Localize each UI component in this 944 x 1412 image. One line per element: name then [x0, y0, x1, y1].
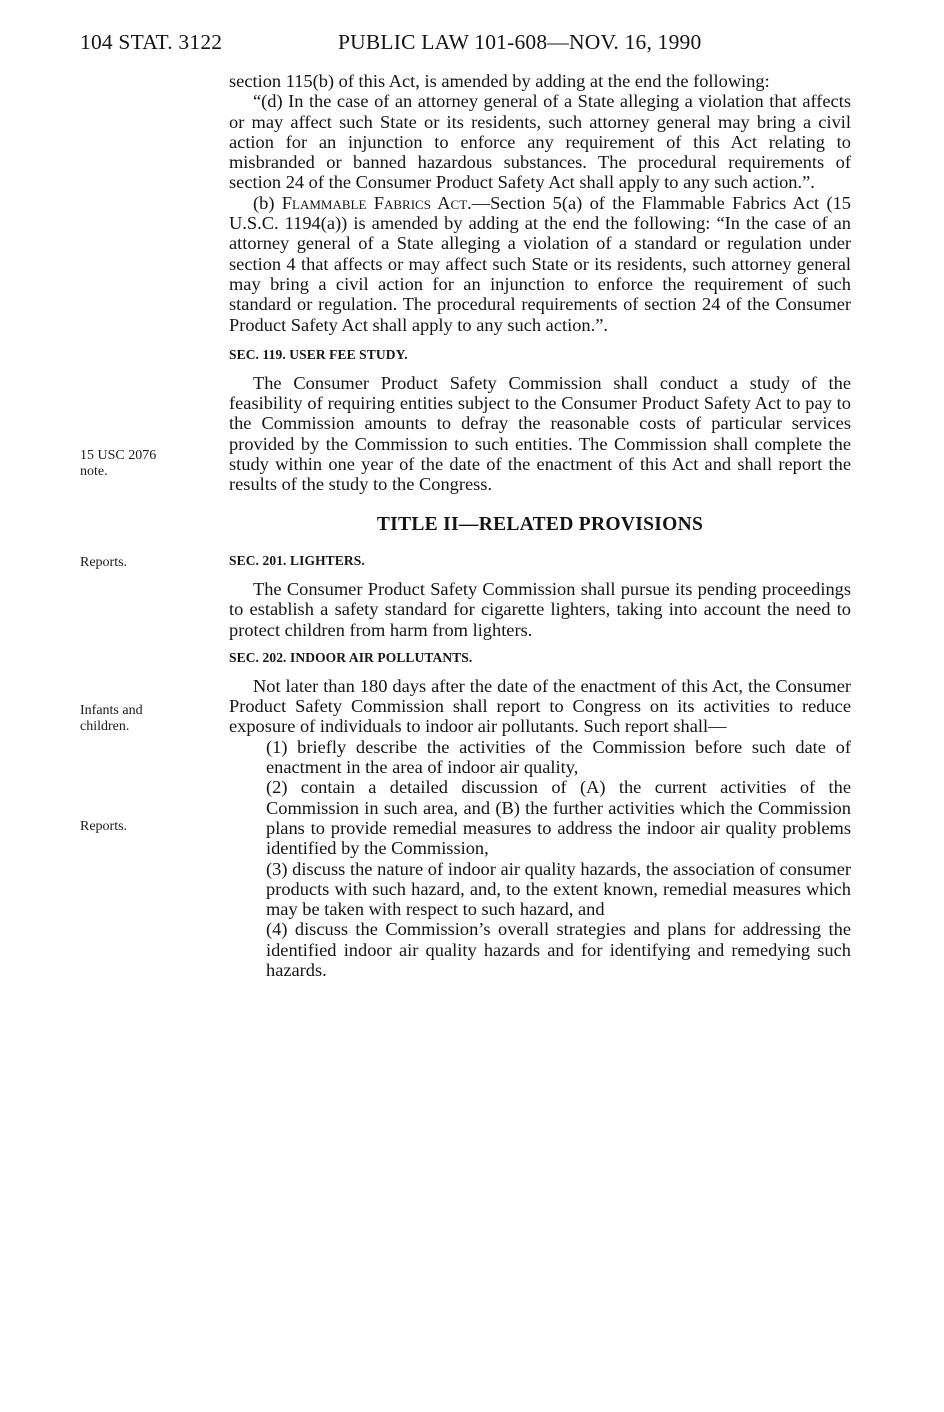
paragraph-subsection-d: “(d) In the case of an attorney general of a State alleging a violation that affects or may affect such State or its residents, such attorney general may bring a civil action for an injunction to enforce any requirement of this Act relating to misbranded or banned hazardous substances. The procedural requirements of section 24 of the Consumer Product Safety Act shall apply to any such action.”. — [229, 91, 851, 193]
list-item: (2) contain a detailed discussion of (A) the current activities of the Commission in such area, and (B) the further activities which the Commission plans to provide remedial measures to address the indoor air quality problems identified by the Commission, — [266, 777, 851, 859]
margin-note-reports: Reports. — [80, 555, 128, 570]
margin-note-infants — [80, 703, 143, 735]
flammable-fabrics-text: —Section 5(a) of the Flammable Fabrics Act (15 U.S.C. 1194(a)) is amended by adding at the end the following: “In the case of an attorney general of a State alleging a violation of a standard or regulation under section 4 that affects or may affect such State or its residents, such attorney general may bring a civil action for an injunction to enforce the requirement of such standard or regulation. The procedural requirements of section 24 of the Consumer Product Safety Act shall apply to any such action.”. — [229, 192, 851, 335]
margin-note-usc-line1: 15 USC 2076 — [80, 448, 157, 463]
page-number: 104 STAT. 3122 — [80, 30, 223, 54]
paragraph-user-fee-study: The Consumer Product Safety Commission shall conduct a study of the feasibility of requiring entities subject to the Consumer Product Safety Act to pay to the Commission amounts to defray the reasonable costs of particular services provided by the Commission to such entities. The Commission shall complete the study within one year of the date of the enactment of this Act and shall report the results of the study to the Congress. — [229, 372, 851, 495]
margin-note-infants-line2: children. — [80, 719, 130, 734]
section-202-heading: SEC. 202. INDOOR AIR POLLUTANTS. — [229, 649, 473, 665]
list-item: (3) discuss the nature of indoor air quality hazards, the association of consumer products with such hazard, and, to the extent known, remedial measures which may be taken with respect to such hazard, and — [266, 858, 851, 920]
list-item: (4) discuss the Commission’s overall strategies and plans for addressing the identified indoor air quality hazards and for identifying and remedying such hazards. — [266, 919, 851, 980]
section-119-heading: SEC. 119. USER FEE STUDY. — [229, 346, 408, 362]
margin-note-usc-line2: note. — [80, 464, 108, 479]
title-ii-heading: TITLE II—RELATED PROVISIONS — [376, 513, 704, 535]
flammable-fabrics-heading: Flammable Fabrics Act. — [281, 192, 472, 213]
subsection-label: (b) — [253, 192, 282, 213]
section-201-heading: SEC. 201. LIGHTERS. — [229, 552, 365, 568]
margin-note-infants-line1: Infants and — [80, 703, 143, 718]
margin-note-reports-2: Reports. — [80, 819, 128, 834]
paragraph-flammable-fabrics — [229, 193, 851, 335]
paragraph-lighters: The Consumer Product Safety Commission shall pursue its pending proceedings to establish a safety standard for cigarette lighters, taking into account the need to protect children from harm from lighters. — [229, 578, 851, 640]
list-item: (1) briefly describe the activities of the Commission before such date of enactment in the area of indoor air quality, — [266, 736, 851, 778]
paragraph-intro: section 115(b) of this Act, is amended by adding at the end the following: — [229, 71, 770, 91]
running-header: PUBLIC LAW 101-608—NOV. 16, 1990 — [338, 30, 702, 54]
margin-note-usc — [80, 448, 156, 480]
main-text — [229, 71, 851, 980]
paragraph-indoor-air: Not later than 180 days after the date of the enactment of this Act, the Consumer Product Safety Commission shall report to Congress on its activities to reduce exposure of individuals to indoor air pollutants. Such report shall— — [229, 675, 851, 737]
